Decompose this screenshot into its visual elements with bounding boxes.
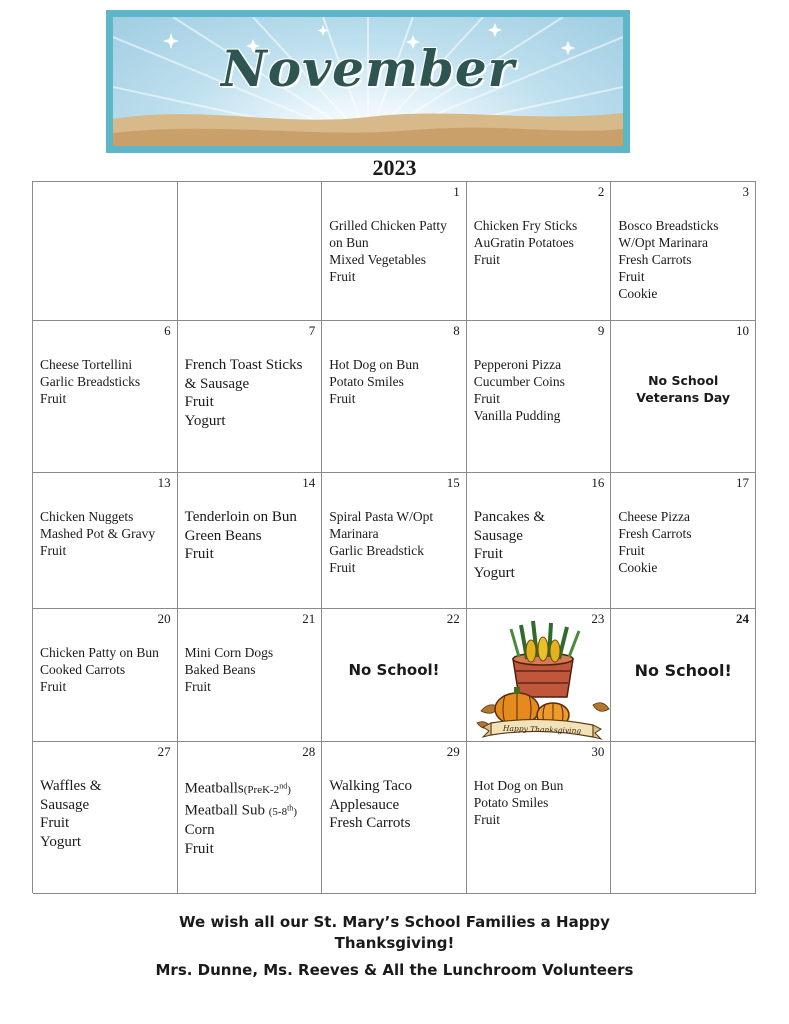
month-title: November xyxy=(221,39,515,98)
menu-item: Yogurt xyxy=(40,833,81,850)
menu-item: Cheese Tortellini xyxy=(40,357,133,372)
menu-item: Corn xyxy=(184,822,215,839)
menu-items xyxy=(329,217,460,285)
menu-items xyxy=(474,777,605,828)
menu-item: Cucumber Coins xyxy=(473,374,565,389)
menu-item: Cheese Pizza xyxy=(618,509,690,524)
menu-item: Fruit xyxy=(329,269,356,284)
day-number: 28 xyxy=(302,744,316,759)
calendar-cell-28 xyxy=(178,742,323,894)
menu-item: Walking Taco xyxy=(329,778,413,794)
menu-item-name: Meatball Sub xyxy=(184,802,265,819)
menu-item: Pancakes & xyxy=(473,509,546,525)
menu-item: Fruit xyxy=(40,543,67,558)
no-school-notice: No School! xyxy=(634,661,732,680)
menu-item: Cooked Carrots xyxy=(40,662,126,677)
menu-item: & Sausage xyxy=(184,375,250,392)
menu-item: Fruit xyxy=(473,546,503,562)
menu-item: Cookie xyxy=(618,560,658,575)
menu-item: W/Opt Marinara xyxy=(618,235,708,250)
menu-item: Yogurt xyxy=(184,412,226,429)
thanksgiving-clipart xyxy=(471,619,611,743)
calendar-cell-7 xyxy=(178,321,323,473)
calendar-cell-23 xyxy=(467,609,612,742)
menu-item: Fruit xyxy=(618,269,645,284)
footer-signature: Mrs. Dunne, Ms. Reeves & All the Lunchroom Volunteers xyxy=(155,961,634,979)
day-number: 14 xyxy=(302,475,316,490)
menu-item: Bosco Breadsticks xyxy=(618,218,719,233)
menu-item: Hot Dog on Bun xyxy=(473,778,564,793)
no-school-notice: No School! xyxy=(348,661,440,679)
menu-item: on Bun xyxy=(329,235,369,250)
day-number: 30 xyxy=(591,744,605,759)
no-school-notice xyxy=(611,372,755,406)
calendar-cell-17 xyxy=(611,473,756,609)
calendar-cell-empty xyxy=(611,742,756,894)
menu-item: Fruit xyxy=(329,560,356,575)
calendar-cell-20 xyxy=(33,609,178,742)
menu-item: Fruit xyxy=(40,815,70,831)
calendar-cell-empty xyxy=(178,182,323,321)
lunch-calendar xyxy=(32,181,756,893)
menu-item: Grilled Chicken Patty xyxy=(329,218,447,233)
menu-item: Yogurt xyxy=(473,564,515,581)
calendar-cell-14 xyxy=(178,473,323,609)
menu-items xyxy=(329,356,460,407)
menu-item: Fruit xyxy=(473,812,501,827)
day-number: 7 xyxy=(308,323,316,338)
menu-item: Garlic Breadstick xyxy=(329,543,425,558)
calendar-cell-22 xyxy=(322,609,467,742)
day-number: 21 xyxy=(302,611,316,626)
month-banner xyxy=(106,10,630,153)
menu-item: Fresh Carrots xyxy=(329,815,411,831)
holiday-label: Veterans Day xyxy=(636,390,731,405)
menu-items xyxy=(329,508,460,576)
day-number: 10 xyxy=(736,323,749,338)
day-number: 29 xyxy=(446,744,460,759)
calendar-cell-30 xyxy=(467,742,612,894)
menu-item: Fruit xyxy=(184,546,214,562)
menu-item: Fresh Carrots xyxy=(618,526,692,541)
menu-item: Pepperoni Pizza xyxy=(473,357,562,372)
menu-items xyxy=(40,356,171,407)
menu-items xyxy=(329,777,460,833)
day-number: 20 xyxy=(157,611,171,626)
menu-item: AuGratin Potatoes xyxy=(473,235,574,250)
ribbon-text: Happy Thanksgiving xyxy=(502,723,582,736)
footer-line-2: Thanksgiving! xyxy=(334,934,455,952)
day-number: 13 xyxy=(157,475,171,490)
calendar-cell-1 xyxy=(322,182,467,321)
menu-item: Tenderloin on Bun xyxy=(184,509,297,525)
menu-item: Mashed Pot & Gravy xyxy=(40,526,156,541)
year-heading: 2023 xyxy=(372,155,417,180)
calendar-cell-21 xyxy=(178,609,323,742)
day-number: 27 xyxy=(157,744,171,759)
menu-item: Fruit xyxy=(40,391,67,406)
day-number: 2 xyxy=(597,184,605,199)
menu-items xyxy=(40,508,171,559)
menu-item: Mixed Vegetables xyxy=(329,252,427,267)
menu-item: Potato Smiles xyxy=(473,795,549,810)
menu-item: Marinara xyxy=(329,526,379,541)
menu-item: Fruit xyxy=(473,391,501,406)
calendar-cell-empty xyxy=(33,182,178,321)
calendar-cell-10 xyxy=(611,321,756,473)
menu-item: Sausage xyxy=(40,796,90,813)
menu-items xyxy=(40,777,171,851)
day-number: 16 xyxy=(591,475,605,490)
menu-items xyxy=(474,217,605,268)
day-number: 9 xyxy=(597,323,605,338)
menu-item: Chicken Patty on Bun xyxy=(40,645,159,660)
menu-item: Hot Dog on Bun xyxy=(329,357,419,372)
menu-item: Applesauce xyxy=(329,796,400,813)
footer-line-1: We wish all our St. Mary’s School Families a Happy xyxy=(179,913,610,931)
menu-item: Chicken Fry Sticks xyxy=(473,218,578,233)
day-number: 15 xyxy=(446,475,460,490)
menu-item: Garlic Breadsticks xyxy=(40,374,141,389)
menu-item: Fruit xyxy=(184,394,214,410)
calendar-cell-16 xyxy=(467,473,612,609)
menu-items xyxy=(185,356,316,430)
footer-message xyxy=(0,912,789,981)
day-number: 23 xyxy=(591,611,605,626)
calendar-cell-24 xyxy=(611,609,756,742)
menu-items xyxy=(618,508,749,576)
menu-item: Fresh Carrots xyxy=(618,252,692,267)
calendar-cell-27 xyxy=(33,742,178,894)
menu-items xyxy=(40,644,171,695)
menu-item-name: Meatballs xyxy=(184,780,244,797)
menu-item: French Toast Sticks xyxy=(184,357,303,373)
menu-items xyxy=(185,644,316,695)
menu-items xyxy=(474,356,605,424)
day-number: 17 xyxy=(736,475,749,490)
menu-item: Fruit xyxy=(184,840,214,857)
grade-note: (PreK-2nd) xyxy=(243,781,291,796)
day-number: 3 xyxy=(742,184,749,199)
menu-item: Mini Corn Dogs xyxy=(184,645,274,660)
menu-item: Fruit xyxy=(618,543,645,558)
menu-item xyxy=(185,777,316,799)
no-school-label: No School xyxy=(648,373,719,388)
menu-item: Sausage xyxy=(473,527,523,544)
menu-item: Vanilla Pudding xyxy=(473,408,561,423)
grade-note: (5-8th) xyxy=(268,803,297,818)
calendar-cell-2 xyxy=(467,182,612,321)
menu-items xyxy=(618,217,749,302)
menu-items xyxy=(185,508,316,564)
menu-items xyxy=(185,777,316,858)
menu-item: Potato Smiles xyxy=(329,374,404,389)
menu-item: Fruit xyxy=(184,679,211,694)
day-number: 22 xyxy=(446,611,460,626)
day-number: 24 xyxy=(736,611,749,626)
menu-item: Fruit xyxy=(473,252,501,267)
menu-item: Fruit xyxy=(40,679,67,694)
banner-sky xyxy=(113,17,623,146)
calendar-cell-6 xyxy=(33,321,178,473)
menu-item: Fruit xyxy=(329,391,356,406)
menu-item: Spiral Pasta W/Opt xyxy=(329,509,434,524)
calendar-cell-8 xyxy=(322,321,467,473)
menu-item: Chicken Nuggets xyxy=(40,509,134,524)
day-number: 8 xyxy=(453,323,460,338)
calendar-cell-15 xyxy=(322,473,467,609)
menu-item: Cookie xyxy=(618,286,658,301)
menu-items xyxy=(474,508,605,582)
menu-item xyxy=(185,799,316,821)
calendar-cell-29 xyxy=(322,742,467,894)
calendar-cell-9 xyxy=(467,321,612,473)
calendar-cell-3 xyxy=(611,182,756,321)
menu-item: Green Beans xyxy=(184,527,262,544)
day-number: 6 xyxy=(164,323,171,338)
menu-item: Waffles & xyxy=(40,778,102,794)
calendar-cell-13 xyxy=(33,473,178,609)
day-number: 1 xyxy=(453,184,460,199)
menu-item: Baked Beans xyxy=(184,662,256,677)
ribbon-icon xyxy=(483,719,601,739)
